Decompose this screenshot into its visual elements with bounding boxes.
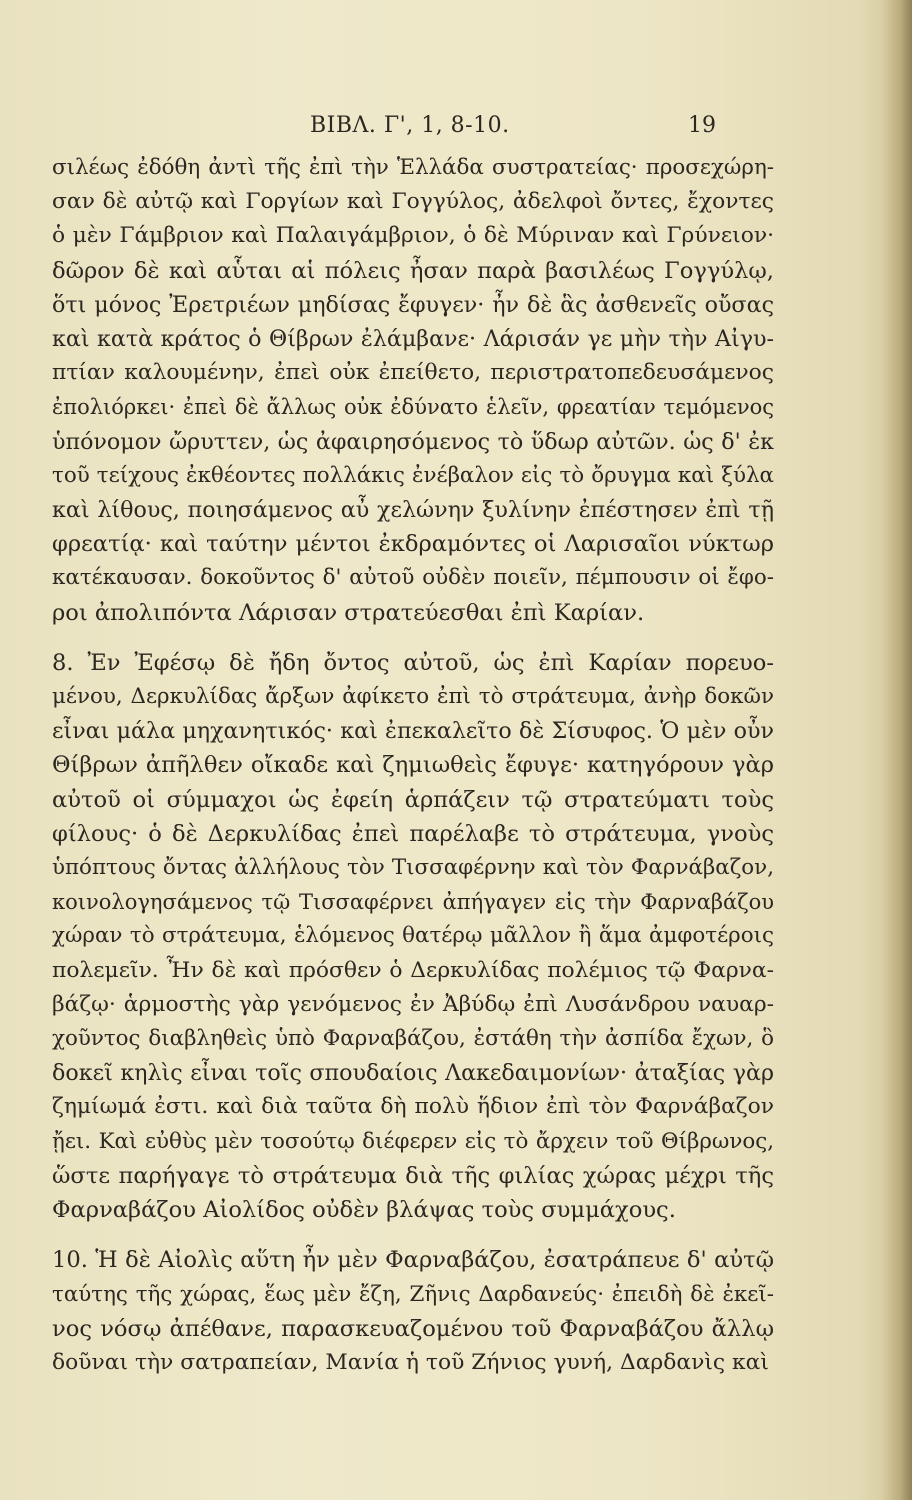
text-line: πολεμεῖν. Ἦν δὲ καὶ πρόσθεν ὁ Δερκυλίδας πολέμιος τῷ Φαρνα- [52,957,774,983]
running-header [310,113,712,143]
text-line: μένου, Δερκυλίδας ἄρξων ἀφίκετο ἐπὶ τὸ στράτευμα, ἀνὴρ δοκῶν [52,684,774,710]
text-line: ζημίωμά ἐστι. καὶ διὰ ταῦτα δὴ πολὺ ἥδιον ἐπὶ τὸν Φαρνάβαζον [52,1094,774,1120]
text-line: αὐτοῦ οἱ σύμμαχοι ὡς ἐφείη ἁρπάζειν τῷ στρατεύματι τοὺς [52,786,774,813]
text-line: Φαρναβάζου Αἰολίδος οὐδὲν βλάψας τοὺς συμμάχους. [52,1197,676,1224]
text-line: ταύτης τῆς χώρας, ἕως μὲν ἔζη, Ζῆνις Δαρδανεύς· ἐπειδὴ δὲ ἐκεῖ- [52,1281,774,1307]
text-line: σαν δὲ αὐτῷ καὶ Γοργίων καὶ Γογγύλος, ἀδελφοὶ ὄντες, ἔχοντες [52,189,774,215]
text-line: φίλους· ὁ δὲ Δερκυλίδας ἐπεὶ παρέλαβε τὸ στράτευμα, γνοὺς [52,820,774,847]
text-line: τοῦ τείχους ἐκθέοντες πολλάκις ἐνέβαλον εἰς τὸ ὄρυγμα καὶ ξύλα [52,462,774,488]
running-title: ΒΙΒΛ. Γ', 1, 8-10. [310,113,510,138]
page-number: 19 [688,113,716,138]
text-line: κατέκαυσαν. δοκοῦντος δ' αὐτοῦ οὐδὲν ποιεῖν, πέμπουσιν οἱ ἔφο- [52,565,774,591]
text-body [52,151,774,1380]
text-line: Θίβρων ἀπῆλθεν οἴκαδε καὶ ζημιωθεὶς ἔφυγε· κατηγόρουν γὰρ [52,752,774,779]
text-line: δοκεῖ κηλὶς εἶναι τοῖς σπουδαίοις Λακεδαιμονίων· ἀταξίας γὰρ [52,1060,774,1087]
text-line: ὑπόπτους ὄντας ἀλλήλους τὸν Τισσαφέρνην καὶ τὸν Φαρνάβαζον, [52,855,774,881]
text-line: πτίαν καλουμένην, ἐπεὶ οὐκ ἐπείθετο, περιστρατοπεδευσάμενος [52,360,774,386]
text-line: ὁ μὲν Γάμβριον καὶ Παλαιγάμβριον, ὁ δὲ Μύριναν καὶ Γρύνειον· [52,223,774,249]
text-line: ὑπόνομον ὤρυττεν, ὡς ἀφαιρησόμενος τὸ ὕδωρ αὐτῶν. ὡς δ' ἐκ [52,428,774,455]
text-line: ὅτι μόνος Ἐρετριέων μηδίσας ἔφυγεν· ἦν δὲ ἃς ἀσθενεῖς οὔσας [52,291,774,318]
paragraph [52,1243,774,1380]
page-edge-shadow [882,0,912,1500]
text-line: ᾔει. Καὶ εὐθὺς μὲν τοσούτῳ διέφερεν εἰς τὸ ἄρχειν τοῦ Θίβρωνος, [52,1128,774,1154]
text-line: 8. Ἐν Ἐφέσῳ δὲ ἤδη ὄντος αὐτοῦ, ὡς ἐπὶ Καρίαν πορευο- [52,649,774,676]
text-line: καὶ κατὰ κράτος ὁ Θίβρων ἐλάμβανε· Λάρισάν γε μὴν τὴν Αἰγυ- [52,326,774,353]
text-line: εἶναι μάλα μηχανητικός· καὶ ἐπεκαλεῖτο δὲ Σίσυφος. Ὁ μὲν οὖν [52,718,774,745]
text-line: χώραν τὸ στράτευμα, ἑλόμενος θατέρῳ μᾶλλον ἢ ἅμα ἀμφοτέροις [52,923,774,949]
text-line: χοῦντος διαβληθεὶς ὑπὸ Φαρναβάζου, ἐστάθη τὴν ἀσπίδα ἔχων, ὃ [52,1026,774,1052]
text-line: κοινολογησάμενος τῷ Τισσαφέρνει ἀπήγαγεν εἰς τὴν Φαρναβάζου [52,890,774,915]
text-line: βάζῳ· ἁρμοστὴς γὰρ γενόμενος ἐν Ἀβύδῳ ἐπὶ Λυσάνδρου ναυαρ- [52,991,774,1017]
text-line: σιλέως ἐδόθη ἀντὶ τῆς ἐπὶ τὴν Ἑλλάδα συστρατείας· προσεχώρη- [52,155,774,180]
text-line: ἐπολιόρκει· ἐπεὶ δὲ ἄλλως οὐκ ἐδύνατο ἑλεῖν, φρεατίαν τεμόμενος [52,395,774,420]
text-line: καὶ λίθους, ποιησάμενος αὖ χελώνην ξυλίνην ἐπέστησεν ἐπὶ τῇ [52,497,774,524]
text-line: νος νόσῳ ἀπέθανε, παρασκευαζομένου τοῦ Φαρναβάζου ἄλλῳ [52,1315,774,1342]
text-line: ὥστε παρήγαγε τὸ στράτευμα διὰ τῆς φιλίας χώρας μέχρι τῆς [52,1162,774,1189]
text-line: δοῦναι τὴν σατραπείαν, Μανία ἡ τοῦ Ζήνιος γυνή, Δαρδανὶς καὶ [52,1349,769,1375]
text-line: 10. Ἡ δὲ Αἰολὶς αὕτη ἦν μὲν Φαρναβάζου, ἐσατράπευε δ' αὐτῷ [52,1247,774,1274]
text-line: δῶρον δὲ καὶ αὗται αἱ πόλεις ἦσαν παρὰ βασιλέως Γογγύλῳ, [52,257,774,284]
paragraph [52,151,774,630]
text-line: φρεατίᾳ· καὶ ταύτην μέντοι ἐκδραμόντες οἱ Λαρισαῖοι νύκτωρ [52,531,774,558]
text-line: ροι ἀπολιπόντα Λάρισαν στρατεύεσθαι ἐπὶ Καρίαν. [52,599,645,626]
paragraph [52,646,774,1227]
